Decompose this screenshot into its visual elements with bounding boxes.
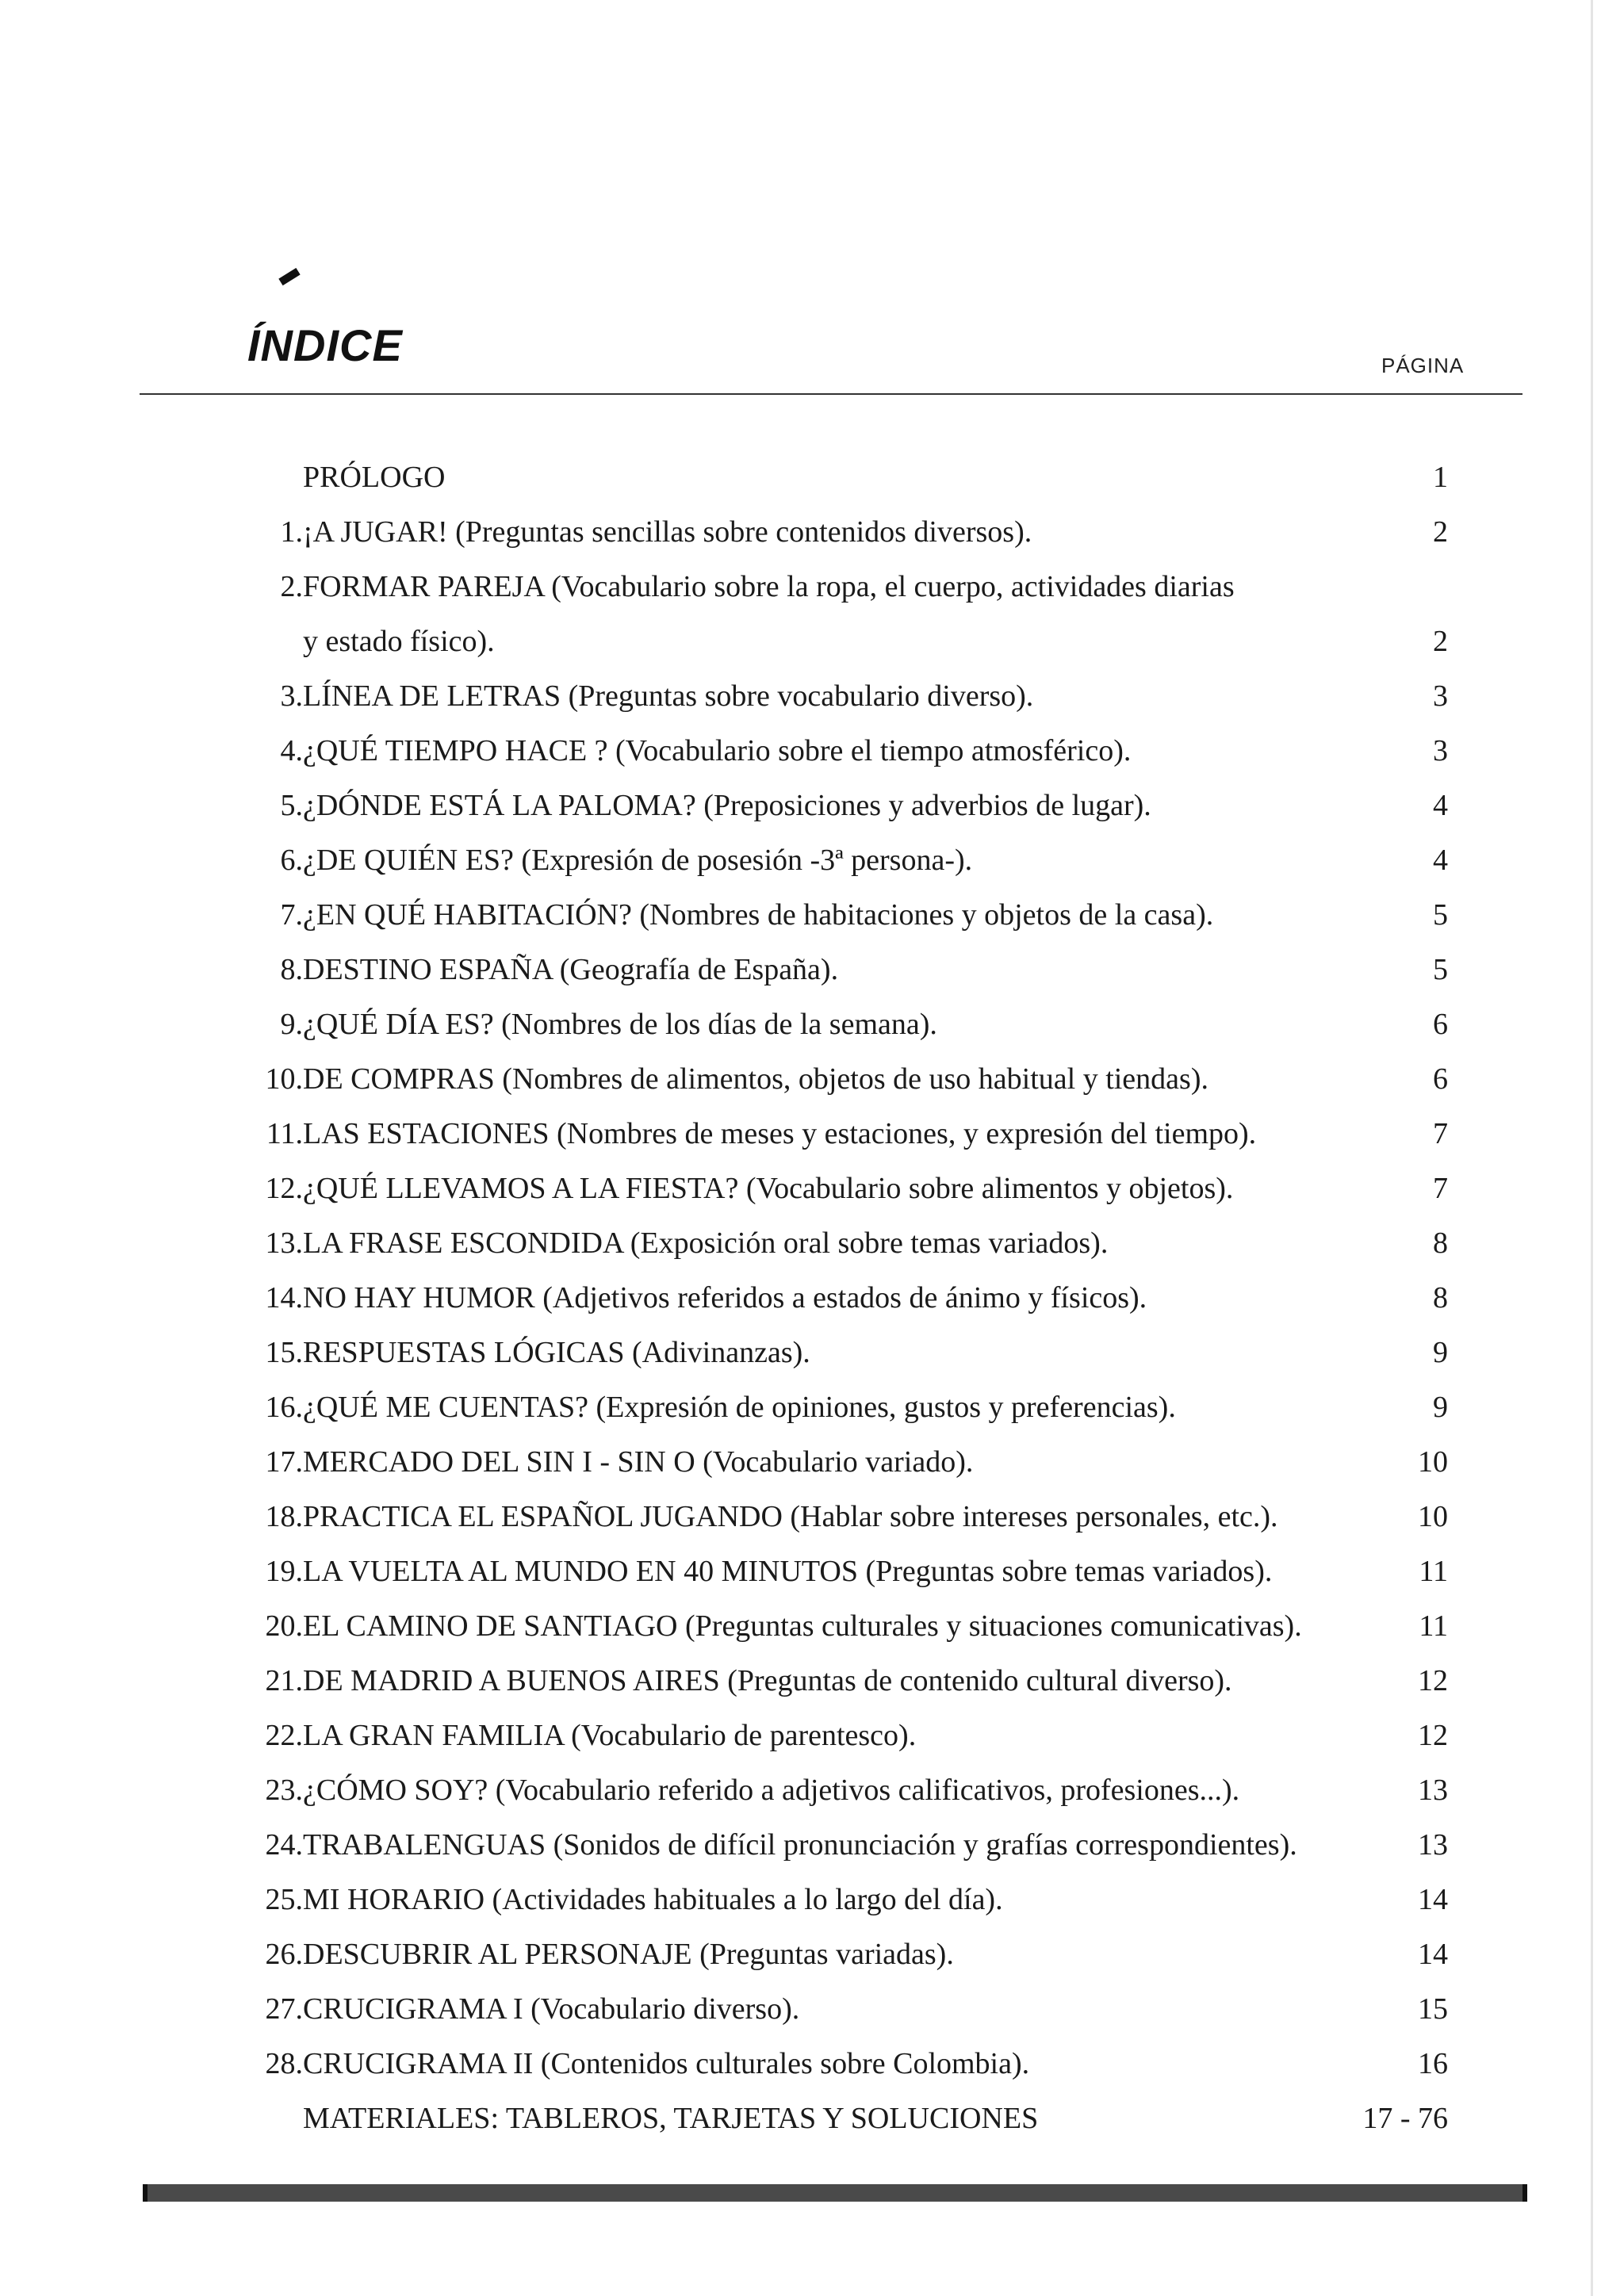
toc-entry-page: 4 <box>1433 844 1448 877</box>
header-divider <box>140 393 1522 395</box>
toc-entry-number: 21. <box>265 1664 303 1697</box>
toc-entry-title: EL CAMINO DE SANTIAGO (Preguntas culturales y situaciones comunicativas). <box>303 1609 1302 1643</box>
toc-entry-title: DE COMPRAS (Nombres de alimentos, objetos de uso habitual y tiendas). <box>303 1062 1208 1096</box>
toc-entry-title: ¿QUÉ DÍA ES? (Nombres de los días de la semana). <box>303 1008 937 1041</box>
toc-entry <box>0 1435 1624 1490</box>
toc-entry-number: 9. <box>280 1008 303 1041</box>
toc-entry <box>0 450 1624 505</box>
toc-entry <box>0 1818 1624 1873</box>
toc-entry-page: 16 <box>1418 2047 1448 2080</box>
toc-entry <box>0 1873 1624 1927</box>
toc-entry-page: 13 <box>1418 1828 1448 1862</box>
table-of-contents <box>0 450 1624 2146</box>
page-column-header: PÁGINA <box>1381 354 1465 377</box>
toc-entry-number: 8. <box>280 953 303 986</box>
toc-entry-number: 20. <box>265 1609 303 1643</box>
toc-entry <box>0 1490 1624 1544</box>
toc-entry-title: LA FRASE ESCONDIDA (Exposición oral sobre temas variados). <box>303 1226 1109 1260</box>
toc-entry <box>0 1763 1624 1818</box>
toc-entry-page: 12 <box>1418 1719 1448 1752</box>
toc-entry-title: CRUCIGRAMA II (Contenidos culturales sobre Colombia). <box>303 2047 1030 2080</box>
toc-entry-number: 10. <box>265 1062 303 1096</box>
toc-entry-title: NO HAY HUMOR (Adjetivos referidos a estados de ánimo y físicos). <box>303 1281 1147 1314</box>
toc-entry-title: PRACTICA EL ESPAÑOL JUGANDO (Hablar sobre intereses personales, etc.). <box>303 1500 1278 1533</box>
toc-entry <box>0 1326 1624 1380</box>
toc-entry-page: 9 <box>1433 1391 1448 1424</box>
toc-entry-number: 12. <box>265 1172 303 1205</box>
toc-entry-page: 7 <box>1433 1117 1448 1150</box>
toc-entry-title: ¿DÓNDE ESTÁ LA PALOMA? (Preposiciones y adverbios de lugar). <box>303 789 1151 822</box>
toc-entry-page: 3 <box>1433 679 1448 713</box>
toc-entry-title: DESCUBRIR AL PERSONAJE (Preguntas variadas). <box>303 1938 954 1971</box>
toc-entry-number: 15. <box>265 1336 303 1369</box>
toc-entry <box>0 560 1624 614</box>
toc-entry <box>0 1709 1624 1763</box>
toc-entry-title: PRÓLOGO <box>303 461 446 494</box>
toc-entry-title: MI HORARIO (Actividades habituales a lo largo del día). <box>303 1883 1003 1916</box>
toc-entry-number: 28. <box>265 2047 303 2080</box>
toc-entry-number: 11. <box>266 1117 303 1150</box>
toc-entry-page: 1 <box>1433 461 1448 494</box>
footer-bar <box>143 2184 1527 2202</box>
toc-entry-page: 2 <box>1433 515 1448 549</box>
toc-entry-title: ¿QUÉ ME CUENTAS? (Expresión de opiniones, gustos y preferencias). <box>303 1391 1176 1424</box>
toc-entry-page: 14 <box>1418 1883 1448 1916</box>
toc-entry <box>0 669 1624 724</box>
toc-entry-title: LA GRAN FAMILIA (Vocabulario de parentesco). <box>303 1719 917 1752</box>
toc-entry <box>0 1380 1624 1435</box>
toc-entry-page: 10 <box>1418 1500 1448 1533</box>
toc-entry <box>0 1107 1624 1161</box>
toc-entry-page: 9 <box>1433 1336 1448 1369</box>
toc-entry-number: 18. <box>265 1500 303 1533</box>
toc-entry <box>0 1544 1624 1599</box>
toc-entry-number: 24. <box>265 1828 303 1862</box>
toc-entry-page: 12 <box>1418 1664 1448 1697</box>
toc-entry-number: 6. <box>280 844 303 877</box>
toc-entry-page: 15 <box>1418 1992 1448 2026</box>
page-title: ÍNDICE <box>247 320 403 370</box>
toc-entry-title: LA VUELTA AL MUNDO EN 40 MINUTOS (Preguntas sobre temas variados). <box>303 1555 1273 1588</box>
toc-entry-page: 2 <box>1433 625 1448 658</box>
toc-entry-number: 14. <box>265 1281 303 1314</box>
toc-entry-number: 25. <box>265 1883 303 1916</box>
toc-entry <box>0 779 1624 833</box>
toc-entry-title: ¿DE QUIÉN ES? (Expresión de posesión -3ª persona-). <box>303 844 973 877</box>
toc-entry <box>0 997 1624 1052</box>
toc-entry-title: LÍNEA DE LETRAS (Preguntas sobre vocabulario diverso). <box>303 679 1034 713</box>
toc-entry-number: 23. <box>265 1774 303 1807</box>
toc-entry-number: 13. <box>265 1226 303 1260</box>
toc-entry-number: 2. <box>280 570 303 603</box>
toc-entry-page: 5 <box>1433 953 1448 986</box>
toc-entry-page: 6 <box>1433 1062 1448 1096</box>
toc-entry <box>0 1982 1624 2037</box>
toc-entry <box>0 888 1624 943</box>
toc-entry <box>0 943 1624 997</box>
toc-entry-title: ¡A JUGAR! (Preguntas sencillas sobre contenidos diversos). <box>303 515 1032 549</box>
toc-entry <box>0 1271 1624 1326</box>
toc-entry-page: 17 - 76 <box>1362 2102 1448 2135</box>
toc-entry <box>0 2037 1624 2091</box>
toc-entry-page: 8 <box>1433 1226 1448 1260</box>
toc-entry <box>0 1927 1624 1982</box>
toc-entry-title: y estado físico). <box>303 625 495 658</box>
toc-entry-page: 13 <box>1418 1774 1448 1807</box>
toc-entry <box>0 1599 1624 1654</box>
toc-entry-page: 3 <box>1433 734 1448 767</box>
toc-entry-number: 19. <box>265 1555 303 1588</box>
toc-entry-title: CRUCIGRAMA I (Vocabulario diverso). <box>303 1992 800 2026</box>
toc-entry-number: 1. <box>280 515 303 549</box>
toc-entry-title: ¿CÓMO SOY? (Vocabulario referido a adjetivos calificativos, profesiones...). <box>303 1774 1240 1807</box>
toc-entry-number: 3. <box>280 679 303 713</box>
toc-entry-number: 7. <box>280 898 303 932</box>
title-accent-mark <box>278 268 300 285</box>
toc-entry-page: 4 <box>1433 789 1448 822</box>
toc-entry-title: DE MADRID A BUENOS AIRES (Preguntas de contenido cultural diverso). <box>303 1664 1232 1697</box>
toc-entry-title: ¿QUÉ TIEMPO HACE ? (Vocabulario sobre el tiempo atmosférico). <box>303 734 1132 767</box>
toc-entry <box>0 2091 1624 2146</box>
toc-entry-number: 17. <box>265 1445 303 1479</box>
toc-entry-page: 11 <box>1419 1555 1448 1588</box>
toc-entry-page: 8 <box>1433 1281 1448 1314</box>
toc-entry-title: MATERIALES: TABLEROS, TARJETAS Y SOLUCIONES <box>303 2102 1039 2135</box>
toc-entry-page: 7 <box>1433 1172 1448 1205</box>
toc-entry-page: 6 <box>1433 1008 1448 1041</box>
toc-entry-title: TRABALENGUAS (Sonidos de difícil pronunciación y grafías correspondientes). <box>303 1828 1297 1862</box>
toc-entry <box>0 1654 1624 1709</box>
toc-entry <box>0 614 1624 669</box>
toc-entry <box>0 833 1624 888</box>
toc-entry-number: 4. <box>280 734 303 767</box>
toc-entry <box>0 1161 1624 1216</box>
toc-entry-number: 27. <box>265 1992 303 2026</box>
toc-entry-page: 14 <box>1418 1938 1448 1971</box>
toc-entry-title: MERCADO DEL SIN I - SIN O (Vocabulario variado). <box>303 1445 974 1479</box>
toc-entry <box>0 505 1624 560</box>
toc-entry-number: 26. <box>265 1938 303 1971</box>
toc-entry-page: 11 <box>1419 1609 1448 1643</box>
toc-entry <box>0 1052 1624 1107</box>
toc-entry-title: ¿QUÉ LLEVAMOS A LA FIESTA? (Vocabulario sobre alimentos y objetos). <box>303 1172 1234 1205</box>
toc-entry-number: 16. <box>265 1391 303 1424</box>
toc-entry-page: 10 <box>1418 1445 1448 1479</box>
toc-entry-page: 5 <box>1433 898 1448 932</box>
toc-entry-title: FORMAR PAREJA (Vocabulario sobre la ropa, el cuerpo, actividades diarias <box>303 570 1235 603</box>
toc-entry <box>0 1216 1624 1271</box>
toc-entry-title: LAS ESTACIONES (Nombres de meses y estaciones, y expresión del tiempo). <box>303 1117 1257 1150</box>
toc-entry-number: 22. <box>265 1719 303 1752</box>
toc-entry <box>0 724 1624 779</box>
toc-entry-title: ¿EN QUÉ HABITACIÓN? (Nombres de habitaciones y objetos de la casa). <box>303 898 1214 932</box>
toc-entry-title: RESPUESTAS LÓGICAS (Adivinanzas). <box>303 1336 810 1369</box>
toc-entry-title: DESTINO ESPAÑA (Geografía de España). <box>303 953 839 986</box>
toc-entry-number: 5. <box>280 789 303 822</box>
